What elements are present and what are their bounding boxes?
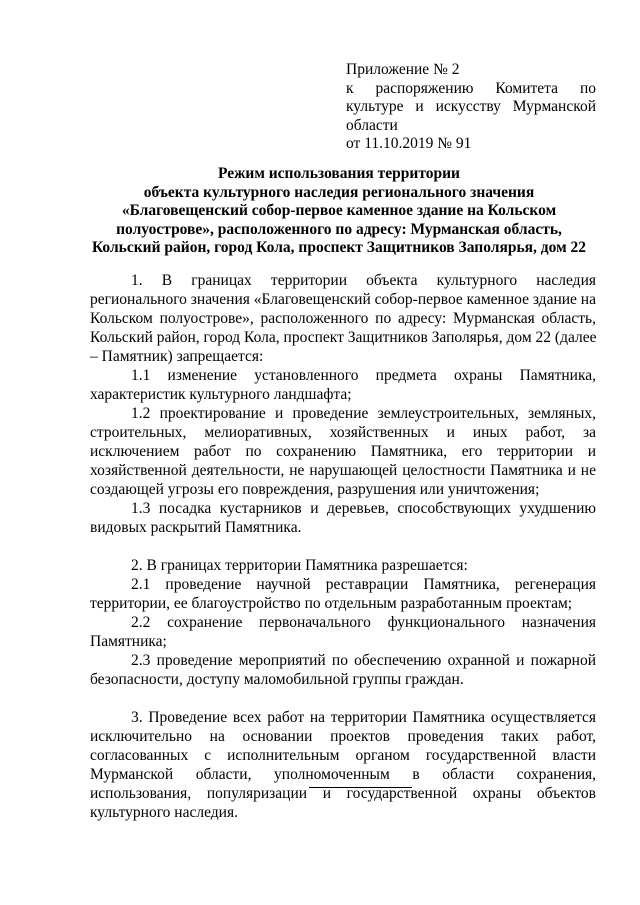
paragraph-line: 3. Проведение всех работ на территории Памятника осуществляется <box>131 709 596 726</box>
appendix-header <box>346 61 596 154</box>
paragraph-line: Мурманской области, уполномоченным в области сохранения, <box>90 766 596 783</box>
title-line: «Благовещенский собор-первое каменное здание на Кольском <box>121 202 557 219</box>
paragraph-line: согласованных с исполнительным органом государственной власти <box>90 747 596 764</box>
section-1 <box>90 271 596 537</box>
list-item-1-2-cont: создающей угрозы его повреждения, разрушения или уничтожения; <box>90 481 540 498</box>
list-item-1-2-cont: исключением работ по сохранению Памятника, его территории и <box>90 443 596 460</box>
paragraph-line: Кольском полуострове», расположенного по адресу: Мурманская область, <box>90 310 596 327</box>
paragraph-line: – Памятник) запрещается: <box>90 348 264 365</box>
section-2-heading: 2. В границах территории Памятника разрешается: <box>131 557 468 574</box>
appendix-reference-line: культуре и искусству Мурманской <box>346 98 596 115</box>
section-3 <box>90 708 596 822</box>
list-item-1-2: 1.2 проектирование и проведение землеустроительных, земляных, <box>131 405 596 422</box>
list-item-2-2-cont: Памятника; <box>90 633 167 650</box>
paragraph-line: использования, популяризации и государственной охраны объектов <box>90 785 596 802</box>
title-line: объекта культурного наследия регионального значения <box>143 183 535 201</box>
list-item-1-2-cont: хозяйственной деятельности, не нарушающей целостности Памятника и не <box>90 462 596 479</box>
paragraph-line: культурного наследия. <box>90 804 238 821</box>
list-item-1-1-cont: характеристик культурного ландшафта; <box>90 386 352 403</box>
paragraph-line: исключительно на основании проектов проведения таких работ, <box>90 728 596 745</box>
list-item-2-1-cont: территории, ее благоустройство по отдельным разработанным проектам; <box>90 595 573 612</box>
end-separator-line <box>309 787 412 788</box>
list-item-2-2: 2.2 сохранение первоначального функционального назначения <box>131 614 596 631</box>
paragraph-line: 1. В границах территории объекта культурного наследия <box>131 272 596 289</box>
title-line: Режим использования территории <box>218 165 460 182</box>
paragraph-line: регионального значения «Благовещенский собор-первое каменное здание на <box>90 291 596 308</box>
title-line: полуострове», расположенного по адресу: Мурманская область, <box>116 220 562 238</box>
appendix-reference-line: к распоряжению Комитета по <box>346 79 596 97</box>
list-item-1-3-cont: видовых раскрытий Памятника. <box>90 519 302 536</box>
appendix-number: Приложение № 2 <box>346 61 460 78</box>
appendix-date: от 11.10.2019 № 91 <box>346 135 472 152</box>
list-item-2-1: 2.1 проведение научной реставрации Памятника, регенерация <box>131 576 596 593</box>
list-item-2-3-cont: безопасности, доступу маломобильной группы граждан. <box>90 671 464 688</box>
document-body <box>90 271 596 822</box>
list-item-2-3: 2.3 проведение мероприятий по обеспечению охранной и пожарной <box>131 652 596 669</box>
title-line: Кольский район, город Кола, проспект Защитников Заполярья, дом 22 <box>91 239 587 256</box>
section-2 <box>90 556 596 689</box>
list-item-1-2-cont: строительных, мелиоративных, хозяйственных и иных работ, за <box>90 424 596 441</box>
paragraph-line: Кольский район, город Кола, проспект Защитников Заполярья, дом 22 (далее <box>90 329 597 346</box>
document-title <box>84 165 594 258</box>
list-item-1-1: 1.1 изменение установленного предмета охраны Памятника, <box>131 367 596 384</box>
appendix-reference-line: области <box>346 116 398 134</box>
list-item-1-3: 1.3 посадка кустарников и деревьев, способствующих ухудшению <box>131 500 596 517</box>
